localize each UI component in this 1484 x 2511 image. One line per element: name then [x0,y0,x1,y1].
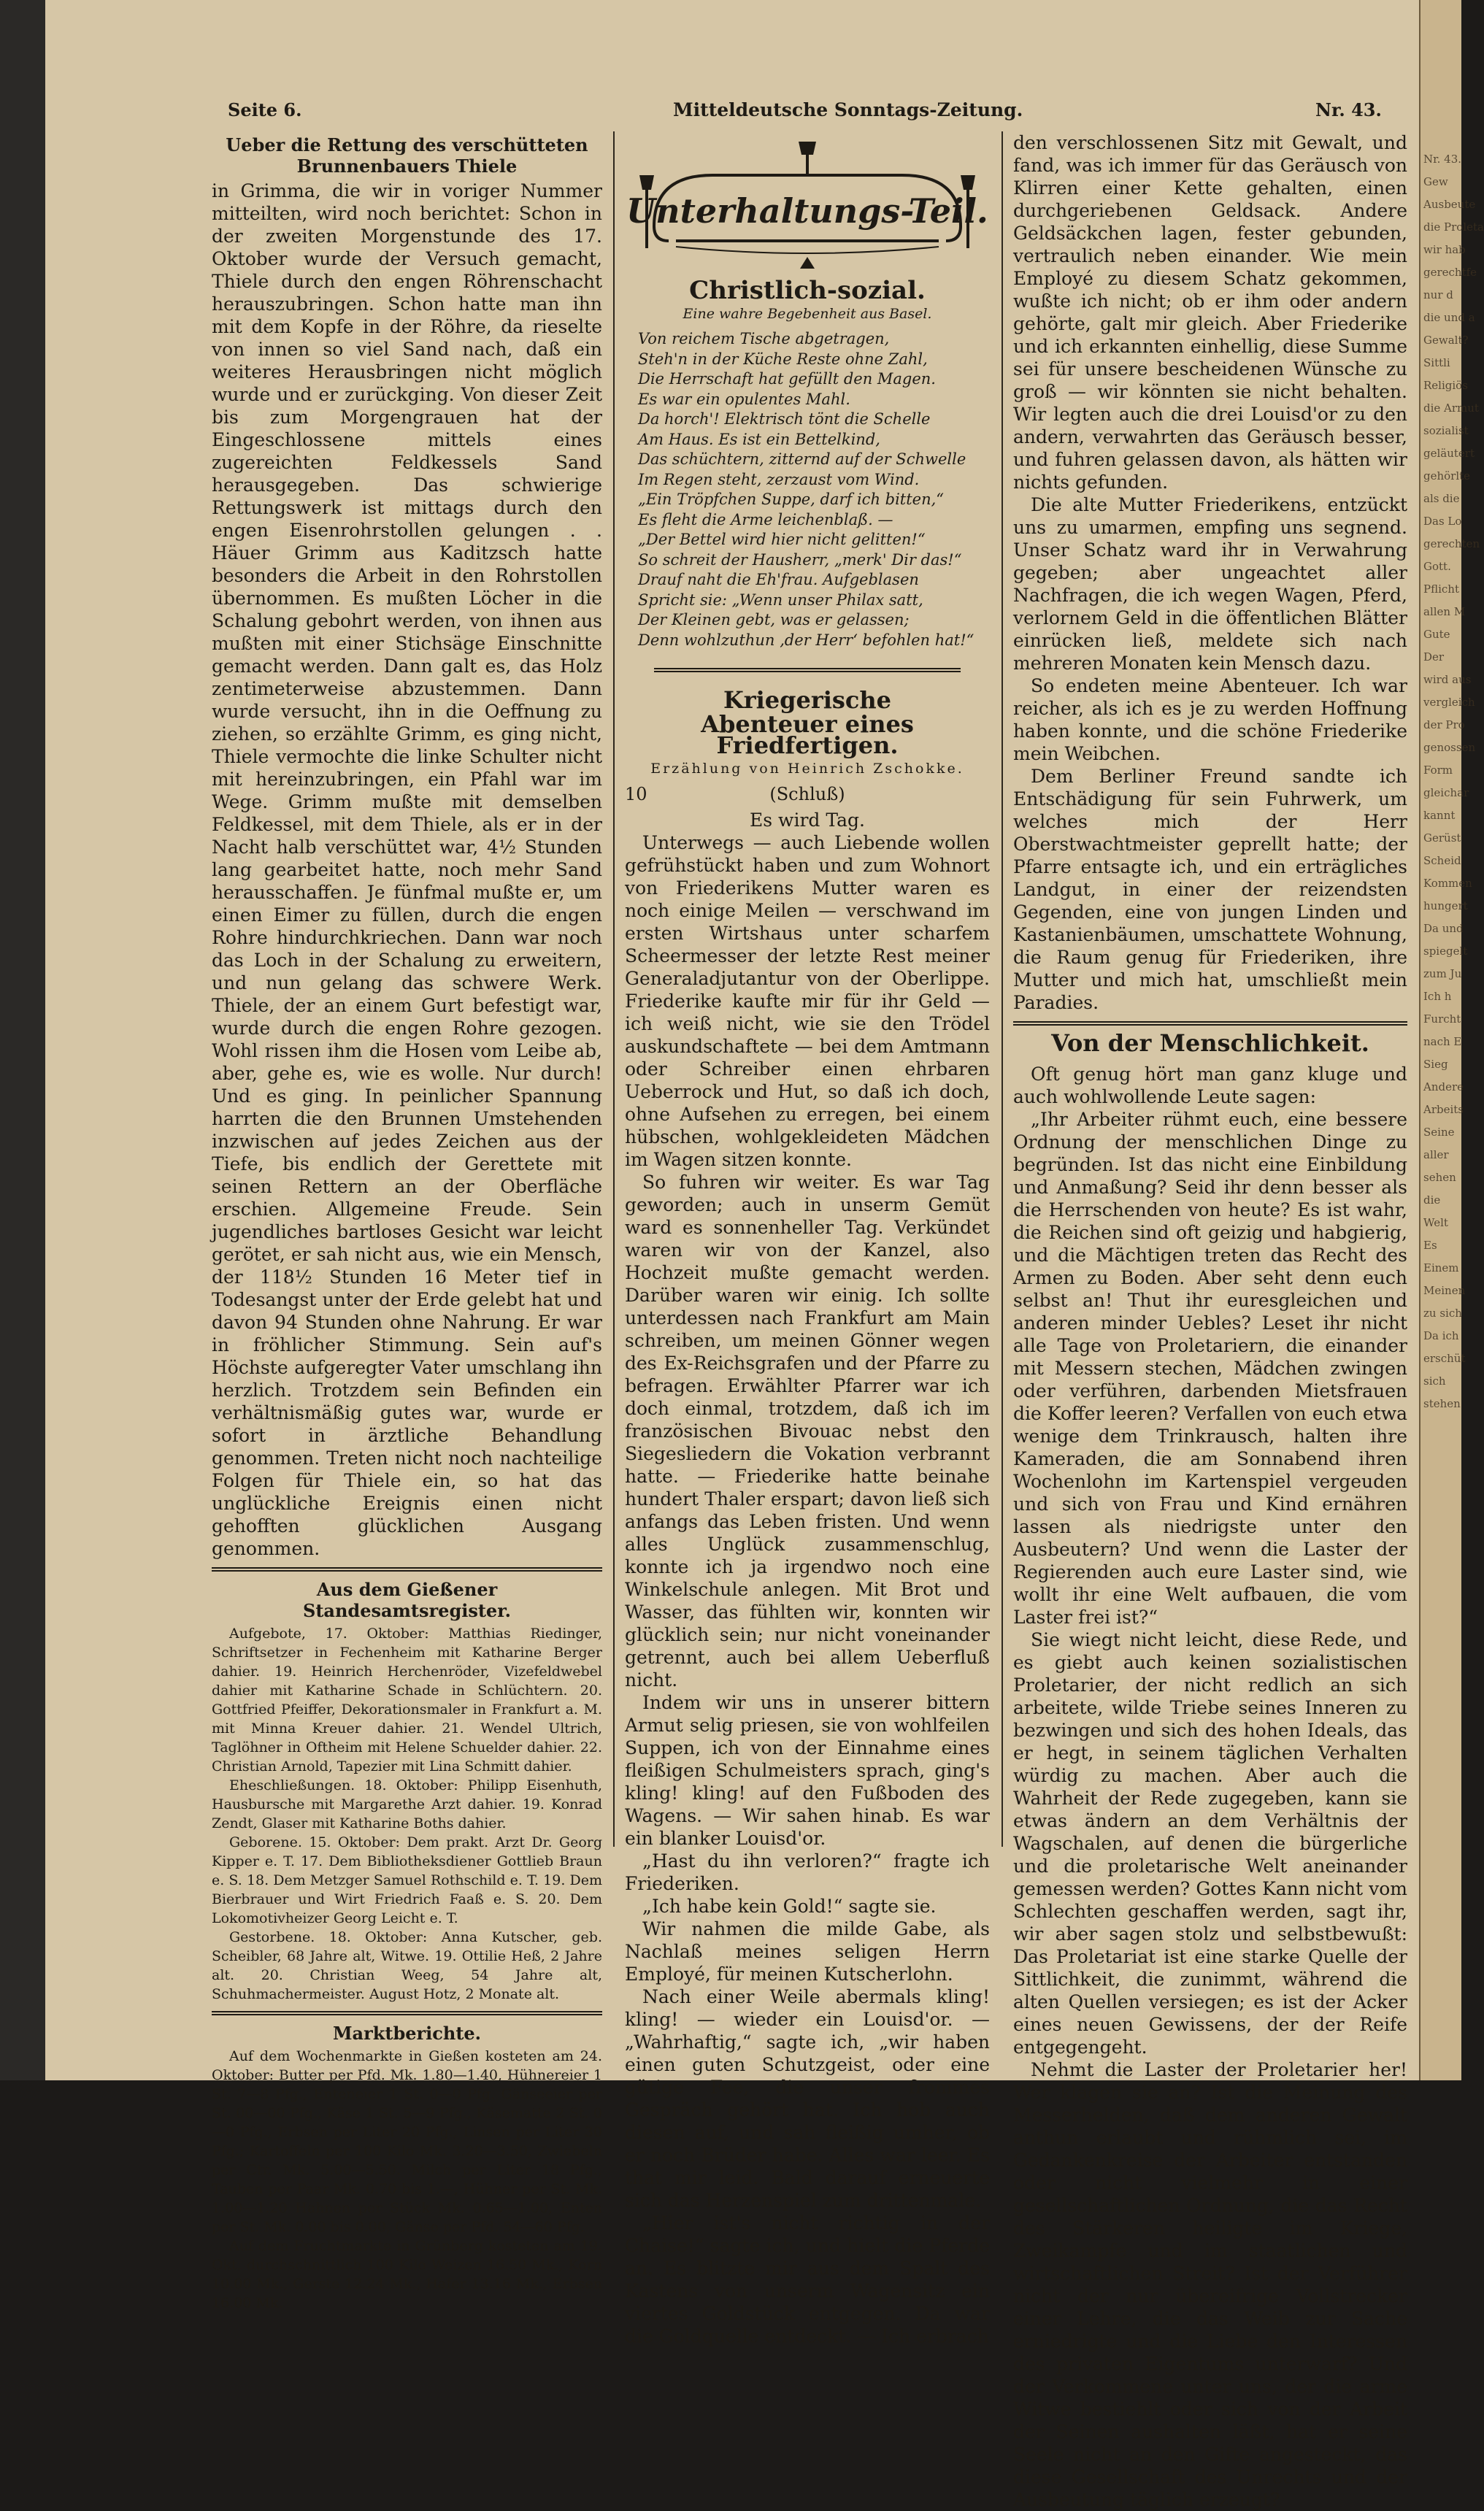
edge-text-fragment: Gott. [1423,560,1451,573]
story-paragraph: „Hast du ihn verloren?“ fragte ich Friederiken. [625,1850,990,1894]
poem-line: Es fleht die Arme leichenblaß. — [638,510,893,528]
next-page-edge [1419,0,1484,2080]
newspaper-title: Mitteldeutsche Sonntags-Zeitung. [673,99,1023,120]
column-middle [625,131,990,2347]
edge-text-fragment: Gew [1423,175,1448,188]
edge-text-fragment: Gewalt? [1423,334,1469,347]
story-installment-number: 10 [625,784,647,804]
edge-text-fragment: Da und [1423,922,1464,935]
column-left [212,131,602,2311]
poem-line: Da horch'! Elektrisch tönt die Schelle [638,410,931,428]
edge-text-fragment: sozialist [1423,424,1469,437]
edge-text-fragment: kannt [1423,809,1456,822]
section-divider [1013,1021,1407,1026]
story-paragraph: „Hier ist's nicht richtig in der Chaise!“ sagte ich, und hielt die Pferde an. Es blitzte mir aus dem Spalt des Kastens von unserm Wagensitz ein viertes Goldstück entgegen. Da war die Goldquelle entdeckt. — Ich erbrach [625,2212,990,2347]
edge-text-fragment: Gute [1423,628,1450,641]
story-paragraph: Dem Berliner Freund sandte ich Entschädigung für sein Fuhrwerk, um welches mich der Herr Oberstwachtmeister geprellt hatte; der Pfarre entsagte ich, und ein erträgliches Landgut, in einer der reizendsten Gegenden, eine von jungen Linden und Kastanienbäumen, umschattete Wohnung, die Raum genug für Friederiken, ihre Mutter und mich hat, umschließt mein Paradies. [1013,766,1407,1013]
edge-text-fragment: Nr. 43. [1423,153,1462,166]
story-continuation-row [625,782,990,809]
register-banns: Aufgebote, 17. Oktober: Matthias Riedinger, Schriftsetzer in Fechenheim mit Katharine Berger dahier. 19. Heinrich Herchenröder, Vizefeldwebel dahier mit Katharine Schade in Schlüchtern. 20. Gottfried Pfeiffer, Dekorationsmaler in Frankfurt a. M. mit Minna Kreuer dahier. 21. Wendel Ultrich, Taglöhner in Oftheim mit Helene Schuelder dahier. 22. Christian Arnold, Tapezier mit Lina Schmitt dahier. [212,1626,602,1774]
poem-line: Drauf naht die Eh'frau. Aufgeblasen [638,571,919,588]
newspaper-page [45,0,1419,2510]
edge-text-fragment: die Proleta [1423,220,1484,234]
edge-text-fragment: erschüt [1423,1352,1466,1365]
edge-text-fragment: nach E [1423,1035,1462,1048]
poem-line: Die Herrschaft hat gefüllt den Magen. [638,370,936,388]
edge-text-fragment: Gerüst [1423,831,1461,845]
edge-text-fragment: hungert [1423,899,1468,912]
story-paragraph: den verschlossenen Sitz mit Gewalt, und fand, was ich immer für das Geräusch von Klirren einer Kette gehalten, einen durchgeriebenen Geldsack. Andere Geldsäckchen lagen, fester gebunden, vertraulich neben einander. Wie mein Employé zu diesem Schatz gekommen, wußte ich nicht; ob er ihm oder andern gehörte, galt mir gleich. Aber Friederike und ich erkannten einhellig, diese Summe sei für unsere bescheidenen Wünsche zu groß — wir könnten sie nicht behalten. Wir legten auch die drei Louisd'or zu den andern, verwahrten das Geräusch besser, und fuhren gelassen davon, als hätten wir nichts gefunden. [1013,132,1407,493]
edge-text-fragment: sich [1423,1374,1446,1388]
edge-text-fragment: gerechten [1423,537,1480,550]
edge-text-fragment: Furcht [1423,1012,1461,1026]
story-byline: Erzählung von Heinrich Zschokke. [650,761,964,777]
story-title-line-1: Kriegerische [723,686,892,714]
poem-line: Das schüchtern, zitternd auf der Schwelle [638,450,966,468]
edge-text-fragment: aller [1423,1148,1449,1161]
edge-text-fragment: Scheid [1423,854,1461,867]
story-paragraph: So fuhren wir weiter. Es war Tag geworden; auch in unserm Gemüt ward es sonnenheller Tag. Verkündet waren wir von der Kanzel, also Hochzeit mußte gemacht werden. Darüber waren wir einig. Ich sollte unterdessen nach Frankfurt am Main schreiben, um meinen Gönner wegen des Ex-Reichsgrafen und der Pfarre zu befragen. Erwählter Pfarrer war ich doch einmal, trotzdem, daß ich im französischen Bivouac nebst den Siegesliedern die Vokation verbrannt hatte. — Friederike hatte beinahe hundert Thaler erspart; davon ließ sich anfangs das Leben fristen. Und wenn alles Unglück zusammenschlug, konnte ich ja irgendwo noch eine Winkelschule anlegen. Mit Brot und Wasser, das fühlten wir, konnten wir glücklich sein; nur nicht voneinander getrennt, auch bei allem Ueberfluß nicht. [625,1172,990,1691]
register-title: Aus dem Gießener Standesamtsregister. [303,1579,511,1621]
edge-text-fragment: die [1423,1193,1441,1207]
poem-body [625,323,990,650]
edge-text-fragment: Welt [1423,1216,1448,1229]
edge-text-fragment: Das Lo [1423,515,1462,528]
story-paragraph: Nach einer Weile abermals kling! kling! — wieder ein Louisd'or. — „Wahrhaftig,“ sagte ich, „wir haben einen guten Schutzgeist, oder eine gütige Fee, die unser frommes Gespräch gehört hat. Ich hob auch diesen auf, und sah fleißig umher, ob er noch Brüder habe. Alles war leer. Es that mir leid. Bald darauf erneuerte sich das Herzenspiel zum drittenmale. [625,1986,990,2211]
edge-text-fragment: der Pro [1423,718,1465,731]
poem-line: Am Haus. Es ist ein Bettelkind, [638,430,880,448]
poem-subtitle: Eine wahre Begebenheit aus Basel. [683,306,932,322]
story-paragraph: Die alte Mutter Friederikens, entzückt uns zu umarmen, empfing uns segnend. Unser Schatz ward ihr in Verwahrung gegeben; aber ungeachtet aller Nachfragen, die ich wegen Wagen, Pferd, verlornem Geld in die öffentlichen Blätter einrücken ließ, meldete sich nach mehreren Monaten kein Mensch dazu. [1013,494,1407,674]
edge-text-fragment: Arbeits [1423,1103,1464,1116]
section-divider [654,668,961,672]
edge-text-fragment: sehen [1423,1171,1456,1184]
rescue-article-body: in Grimma, die wir in voriger Nummer mitteilten, wird noch berichtet: Schon in der zweiten Morgenstunde des 17. Oktober wurde der Versuch gemacht, Thiele durch den engen Röhrenschacht herauszubringen. Schon hatte man ihn mit dem Kopfe in der Röhre, da rieselte von innen so viel Sand nach, daß ein weiteres Herausbringen nicht möglich wurde und er zurückging. Von dieser Zeit bis zum Morgengrauen hat der Eingeschlossene mittels eines zugereichten Feldkessels Sand herausgegeben. Das schwierige Rettungswerk ist mittags durch den engen Eisenrohrstollen gelungen . . Häuer Grimm aus Kaditzsch hatte besonders die Arbeit in den Rohrstollen übernommen. Es mußten Löcher in die Schalung gebohrt werden, von ihnen aus mußten mit einer Stichsäge Einschnitte gemacht werden. Dann galt es, das Holz zentimeterweise abzustemmen. Dann wurde versucht, ihn in die Oeffnung zu ziehen, so erzählte Grimm, es ging nicht, Thiele vermochte die linke Schulter nicht mit hereinzubringen, ein Pfahl war im Wege. Grimm mußte mit demselben Feldkessel, mit dem Thiele, als er in der Nacht halb verschüttet war, 4½ Stunden lang gearbeitet hatte, noch mehr Sand herausschaffen. Je fünfmal mußte er, um einen Eimer zu füllen, durch die engen Rohre hindurchkriechen. Dann war noch das Loch in der Schalung zu erweitern, und nun gelang das schwere Werk. Thiele, der an einem Gurt befestigt war, wurde durch die engen Rohre gezogen. Wohl rissen ihm die Hosen vom Leibe ab, aber, gehe es, wie es wolle. Nur durch! Und es ging. In peinlicher Spannung harrten die den Brunnen Umstehenden inzwischen auf jedes Zeichen aus der Tiefe, bis endlich der Gerettete mit seinen Rettern an der Oberfläche erschien. Allgemeine Freude. Sein jugendliches bartloses Gesicht war leicht gerötet, er sah nicht aus, wie ein Mensch, der 118½ Stunden 16 Meter tief in Todesangst unter der Erde gelebt hat und davon 94 Stunden ohne Nahrung. Er war in fröhlicher Stimmung. Sein auf's Höchste aufgeregter Vater umschlang ihn herzlich. Trotzdem sein Befinden ein verhältnismäßig gutes war, wurde er sofort in ärztliche Behandlung genommen. Treten nicht noch nachteilige Folgen für Thiele ein, so hat das unglückliche Ereignis einen nicht gehofften glücklichen Ausgang genommen. [212,180,602,1559]
edge-text-fragment: Kommen [1423,877,1472,890]
register-births: Geborene. 15. Oktober: Dem prakt. Arzt Dr. Georg Kipper e. T. 17. Dem Bibliotheksdiener Gottlieb Braun e. S. 18. Dem Metzger Samuel Rothschild e. T. 19. Dem Bierbrauer und Wirt Friedrich Faaß e. S. 20. Dem Lokomotivheizer Georg Leicht e. T. [212,1834,602,1926]
edge-text-fragment: Sittli [1423,356,1450,369]
edge-text-fragment: Andere [1423,1080,1464,1093]
edge-text-fragment: Ausbeute [1423,198,1476,211]
edge-text-fragment: zu sich [1423,1307,1462,1320]
edge-text-fragment: Pflicht [1423,582,1459,596]
edge-text-fragment: Meinen [1423,1284,1466,1297]
register-marriages: Eheschließungen. 18. Oktober: Philipp Eisenhuth, Hausbursche mit Margarethe Arzt dahier. 19. Konrad Zendt, Glaser mit Katharine Boths dahier. [212,1777,602,1831]
edge-text-fragment: gerechtfe [1423,266,1477,279]
edge-text-fragment: Seine [1423,1126,1455,1139]
poem-line: So schreit der Hausherr, „merk' Dir das!“ [638,550,962,569]
entertainment-section-banner [625,131,990,277]
edge-text-fragment: Religiös [1423,379,1468,392]
story-paragraph: Indem wir uns in unserer bittern Armut selig priesen, sie von wohlfeilen Suppen, ich von der Einnahme eines fleißigen Schulmeisters sprach, ging's kling! kling! auf den Fußboden des Wagens. — Wir sahen hinab. Es war ein blanker Louisd'or. [625,1692,990,1849]
column-rule-left [613,131,615,1847]
story-conclusion-mark: (Schluß) [769,784,845,804]
edge-text-fragment: Einem [1423,1261,1459,1274]
story-paragraph: So endeten meine Abenteuer. Ich war reicher, als ich es je zu werden Hoffnung haben konnte, und die schöne Friederike mein Weibchen. [1013,675,1407,764]
edge-text-fragment: allen M [1423,605,1466,618]
rescue-article-title: Ueber die Rettung des verschütteten Brunnenbauers Thiele [226,134,588,177]
edge-text-fragment: Da ich [1423,1329,1459,1342]
edge-text-fragment: die Armut [1423,401,1479,415]
edge-text-fragment: Es [1423,1239,1437,1252]
poem-line: „Der Bettel wird hier nicht gelitten!“ [638,531,926,548]
column-right [1013,131,1407,2510]
edge-text-fragment: als die [1423,492,1460,505]
poem-line: Im Regen steht, zerzaust vom Wind. [638,470,920,488]
story-chapter-title: Es wird Tag. [750,810,865,831]
essay-paragraph: „Ihr Arbeiter rühmt euch, eine bessere Ordnung der menschlichen Dinge zu begründen. Ist das nicht eine Einbildung und Anmaßung? Seid ihr denn besser als die Herrschenden von heute? Es ist wahr, die Reichen sind oft geizig und habgierig, und die Mächtigen treten das Recht des Armen zu Boden. Aber seht denn euch selbst an! Thut ihr euresgleichen und anderen minder Uebles? Leset ihr nicht alle Tage von Proletariern, die einander mit Messern stechen, Mädchen zwingen oder verführen, darbenden Mietsfrauen die Koffer leeren? Verfallen von euch etwa wenige dem Trinkrausch, halten ihre Kameraden, die am Sonnabend ihren Wochenlohn im Kartenspiel vergeuden und sich von Frau und Kind ernähren lassen als niedrigste unter den Ausbeutern? Und wenn die Laster der Regierenden auch eure Laster sind, wie wollt ihr eine Welt aufbauen, die vom Laster frei ist?“ [1013,1109,1407,1628]
story-title-line-2: Abenteuer eines Friedfertigen. [701,710,914,759]
poem-line: „Ein Tröpfchen Suppe, darf ich bitten,“ [638,491,945,508]
poem-line: Steh'n in der Küche Reste ohne Zahl, [638,350,928,368]
poem-line: Spricht sie: „Wenn unser Philax satt, [638,591,923,609]
section-divider [212,2011,602,2015]
column-rule-right [1001,131,1003,1847]
page-number: Seite 6. [228,99,302,120]
edge-text-fragment: genossen [1423,741,1476,754]
edge-text-fragment: gehörlte [1423,469,1471,482]
edge-text-fragment: vergleich [1423,696,1475,709]
edge-text-fragment: Sieg [1423,1058,1448,1071]
register-deaths: Gestorbene. 18. Oktober: Anna Kutscher, geb. Scheibler, 68 Jahre alt, Witwe. 19. Ottilie Heß, 2 Jahre alt. 20. Christian Weeg, 54 Jahre alt, Schuhmachermeister. August Hotz, 2 Monate alt. [212,1929,602,2002]
edge-text-fragment: wird aus [1423,673,1472,686]
market-title: Marktberichte. [332,2023,482,2044]
edge-text-fragment: gleichar [1423,786,1469,799]
edge-text-fragment: die und a [1423,311,1475,324]
book-binding-spine [0,0,45,2080]
story-paragraph: „Ich habe kein Gold!“ sagte sie. [642,1896,937,1917]
edge-text-fragment: geläutert [1423,447,1475,460]
edge-text-fragment: Der [1423,650,1445,664]
edge-text-fragment: Form [1423,764,1453,777]
essay-paragraph: Sie wiegt nicht leicht, diese Rede, und es giebt auch keinen sozialistischen Proletarier, der nicht redlich an sich arbeitete, wilde Triebe seines Inneren zu bezwingen und sich des hohen Ideals, das er hegt, in seinem täglichen Verhalten würdig zu machen. Aber auch die Wahrheit der Rede zugegeben, kann sie etwas ändern an dem Verhältnis der Wagschalen, auf denen die bürgerliche und die proletarische Welt aneinander gemessen werden? Gottes Kann nicht vom Schlechten geschaffen werden, sagt ihr, wir aber sagen stolz und selbstbewußt: Das Proletariat ist eine starke Quelle der Sittlichkeit, die zunimmt, während die alten Quellen versiegen; es ist der Acker eines neuen Gewissens, der der Reife entgegengeht. [1013,1629,1407,2058]
edge-text-fragment: zum Ju [1423,967,1462,980]
market-grain-prices: Auf dem Fruchtmarkte in Grünberg kosteten am 19. Okt. durchschnittlich 100 Kilo Weizen 16.50 Mk., Korn 10.00 Mk., Gerste 12.24 Mk., Hafer 13.16 Mk., Erbsen 16.00 Mk. [212,2238,602,2311]
essay-paragraph: Nehmt die Laster der Proletarier her! Wer klagen sie an? Ist die Meinung des Messerhelden, daß dem anderen Gewalt anthun erlaubt und rühmlich sei, im Gedankenkreise der Arbeiter entstanden oder nicht vielmehr in einer gesellschaftlichen Ordnung, die das Recht des Stärkeren heiligte im Kriege, Zweikampfe und im staatlichen und wirtschaftlichen Streit? Ist der Verführer nicht der nur übereifrige Vollstrecker einer Lehre, die das Weib zur Sache erniedrigte und die Liebe den Interessen des privaten Eigentums unterwarf? Und der Verkommene unter uns, der die arme Witwe bestiehlt oder sich von der Arbeit der Seinen aushalten läßt, hat er seine Seele nicht an den Gifte angesteckt, das diese Gesellschaft des Unrechts und der Ausbeutung täglich erzeugt? [1013,2059,1407,2510]
poem-line: Es war ein opulentes Mahl. [638,390,850,408]
story-paragraph: Unterwegs — auch Liebende wollen gefrühstückt haben und zum Wohnort von Friederikens Mutter waren es noch einige Meilen — verschwand im ersten Wirtshaus unter scharfem Scheermesser der letzte Rest meiner Generaladjutantur von der Oberlippe. Friederike kaufte mir für ihr Geld — ich weiß nicht, wie sie den Trödel auskundschaftete — bei dem Amtmann oder Schreiber einen ehrbaren Ueberrock und Hut, so daß ich doch, ohne Aufsehen zu erregen, bei einem hübschen, wohlgekleideten Mädchen im Wagen sitzen konnte. [625,832,990,1170]
edge-text-fragment: spiegelt [1423,945,1468,958]
edge-text-fragment: stehen [1423,1397,1461,1410]
entertainment-section-title: Unterhaltungs-Teil. [626,191,988,231]
edge-text-fragment: wir hab [1423,243,1466,256]
section-divider [212,1567,602,1572]
poem-line: Von reichem Tische abgetragen, [638,330,890,347]
issue-number: Nr. 43. [1315,99,1382,120]
poem-line: Der Kleinen gebt, was er gelassen; [638,611,910,628]
edge-text-fragment: nur d [1423,288,1453,301]
story-paragraph: Wir nahmen die milde Gabe, als Nachlaß meines seligen Herrn Employé, für meinen Kutscherlohn. [625,1918,990,1985]
market-weekly-prices: Auf dem Wochenmarkte in Gießen kosteten am 24. Oktober: Butter per Pfd. Mk. 1.80—1.40, Hühnereier 1 St. 7—8 Pfg., Enteneier 1 St. 0—0 Pfg. Gänseeier per St. 00—00 Pfg., Käse 1 St. 5—9 Pfg., Käsematte 2 St. 0—0 Pfg., Erbsen per Liter 20 Pfg., Linsen per Liter 30 Pfg.; Kartoffeln per 100 Kilo Mk. 3.20—3.50, Zwiebeln per Ctr. Mk. 5.00—5.50. Milch per Liter 18 Pfg., Tauben per Paar Mk. 0.70 bis 1.—, Hühner per St. Mk. 1.00—1.20 Hahnen per Stück Mk. 0.65—1.00, Enten per St. Mk. 0.00 bis 0.00, Gänse per Pfd. 54—60 Pfg. [212,2048,602,2235]
poem-title: Christlich-sozial. [689,276,926,305]
poem-line: Denn wohlzuthun ‚der Herr‘ befohlen hat!“ [638,631,974,649]
edge-text-fragment: Ich h [1423,990,1452,1003]
essay-paragraph: Oft genug hört man ganz kluge und auch wohlwollende Leute sagen: [1013,1064,1407,1107]
essay-title: Von der Menschlichkeit. [1051,1029,1369,1057]
